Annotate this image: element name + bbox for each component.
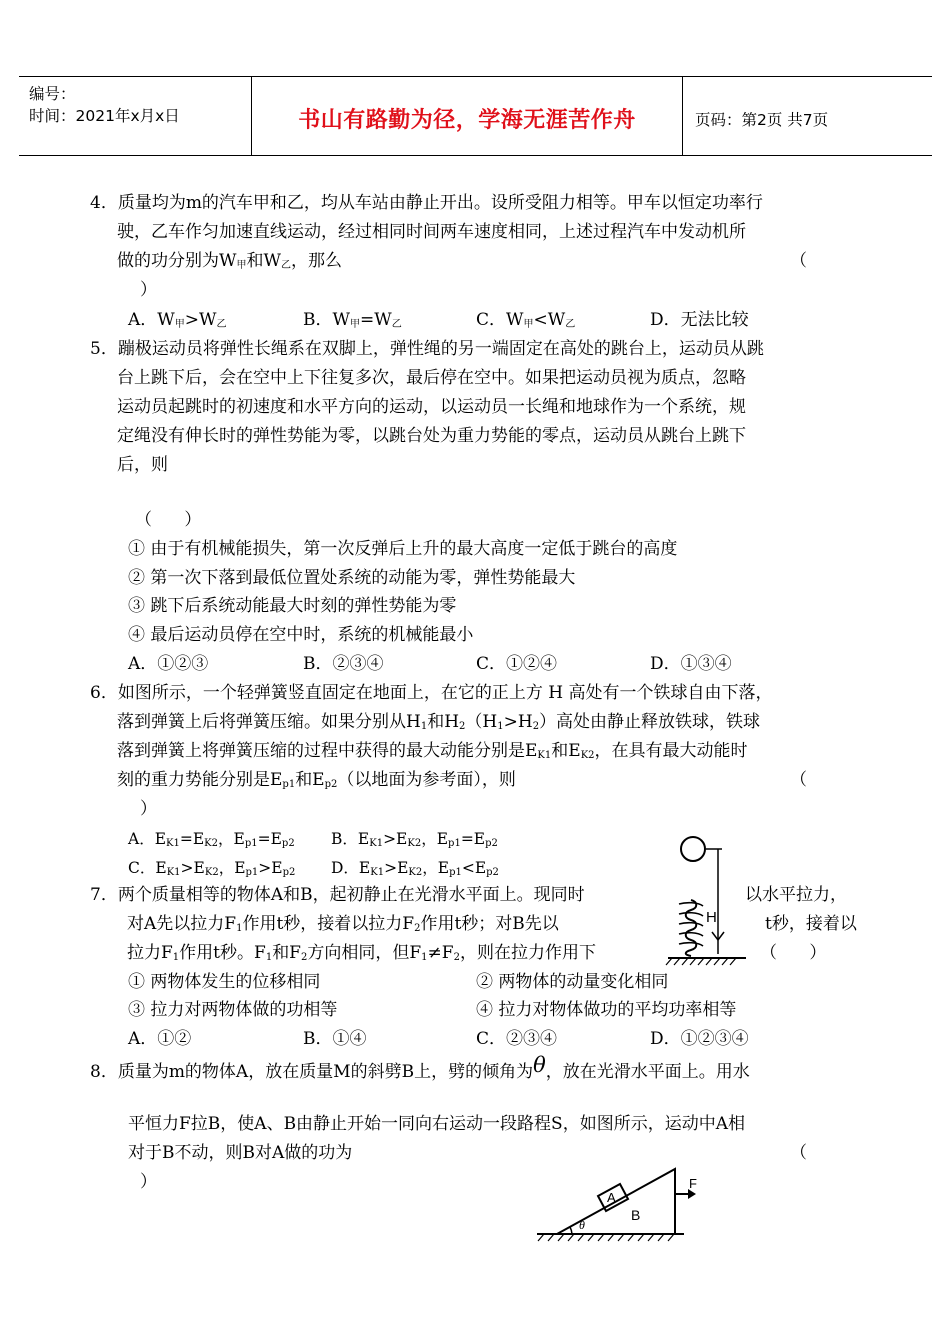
- q4-paren-open: （: [790, 251, 807, 271]
- q6-line1: 6．如图所示，一个轻弹簧竖直固定在地面上，在它的正上方 H 高处有一个铁球自由下落，: [90, 683, 773, 703]
- q4-option-c: C．$W_甲<W_乙$: [476, 310, 576, 330]
- serial-label: 编号：: [29, 85, 76, 103]
- q7-line2-right: t秒，接着以: [765, 914, 857, 934]
- q8-paren-close: ）: [140, 1172, 157, 1192]
- q8-line1-right: ，放在光滑水平面上。用水: [545, 1062, 750, 1082]
- q5-statement-4: ④ 最后运动员停在空中时，系统的机械能最小: [128, 625, 474, 645]
- q8-line1-left: 8．质量为m的物体A，放在质量M的斜劈B上，劈的倾角为: [90, 1062, 534, 1082]
- q6-line4: 刻的重力势能分别是$E_{p1}$和$E_{p2}$（以地面为参考面），则: [117, 770, 516, 790]
- q6-line2: 落到弹簧上后将弹簧压缩。如果分别从$H_1$和$H_2(H_1>H_2)$高处由静止释放铁球，铁球: [117, 712, 761, 732]
- q6-paren-open: （: [790, 770, 807, 790]
- page-number: 页码：第2页 共7页: [695, 111, 829, 129]
- q6-option-b: B．$E_{K1}>E_{K2}$，$E_{p1}=E_{p2}$: [331, 830, 498, 849]
- header-divider: [682, 77, 683, 155]
- q6-line3: 落到弹簧上将弹簧压缩的过程中获得的最大动能分别是$E_{K1}$和$E_{K2}$，在具有最大动能时: [117, 741, 748, 761]
- q7-statement-4: ④ 拉力对物体做功的平均功率相等: [476, 1000, 737, 1020]
- q7-option-b: B．①④: [303, 1029, 367, 1049]
- q6-option-d: D．$E_{K1}>E_{K2}$，$E_{p1}<E_{p2}$: [331, 859, 499, 878]
- q4-option-a: A．$W_甲>W_乙$: [128, 310, 227, 330]
- time-label: 时间：2021年x月x日: [29, 107, 180, 125]
- angle-label: θ: [579, 1218, 585, 1232]
- block-a-label: A: [607, 1190, 616, 1205]
- q8-paren-open: （: [790, 1143, 807, 1163]
- q6-paren-close: ）: [140, 799, 157, 819]
- height-label: H: [706, 909, 717, 926]
- q5-option-b: B．②③④: [303, 654, 384, 674]
- q5-line2: 台上跳下后，会在空中上下往复多次，最后停在空中。如果把运动员视为质点，忽略: [117, 368, 746, 388]
- wedge-b-label: B: [631, 1207, 641, 1223]
- q7-line3-left: 拉力$F_1$作用t秒。$F_1$和$F_2$方向相同，但$F_1\ne F_2$，则在拉力作用下: [127, 943, 596, 963]
- q4-line1: 4．质量均为m的汽车甲和乙，均从车站由静止开出。设所受阻力相等。甲车以恒定功率行: [90, 193, 763, 213]
- q7-line1-right: 以水平拉力，: [745, 885, 847, 905]
- q7-line3-right: （ ）: [760, 943, 827, 963]
- q4-line2: 驶，乙车作匀加速直线运动，经过相同时间两车速度相同，上述过程汽车中发动机所: [117, 222, 746, 242]
- q7-option-a: A．①②: [128, 1029, 192, 1049]
- q7-line2-left: 对A先以拉力$F_1$作用t秒，接着以拉力$F_2$作用t秒；对B先以: [127, 914, 559, 934]
- q8-line3: 对于B不动，则B对A做的功为: [128, 1143, 353, 1163]
- q8-line1: [90, 1053, 750, 1085]
- q4-option-d: D．无法比较: [650, 310, 749, 330]
- floor-hatch: [538, 1234, 674, 1241]
- header-left: [29, 83, 180, 127]
- wedge-figure: [532, 1162, 712, 1242]
- q5-statement-1: ① 由于有机械能损失，第一次反弹后上升的最大高度一定低于跳台的高度: [128, 539, 678, 559]
- q5-statement-3: ③ 跳下后系统动能最大时刻的弹性势能为零: [128, 596, 457, 616]
- q5-line5: 后，则: [117, 455, 168, 475]
- q4-paren-close: ）: [140, 280, 157, 300]
- q5-line1: 5．蹦极运动员将弹性长绳系在双脚上，弹性绳的另一端固定在高处的跳台上，运动员从跳: [90, 339, 764, 359]
- q5-line3: 运动员起跳时的初速度和水平方向的运动，以运动员一长绳和地球作为一个系统，规: [117, 397, 746, 417]
- q5-option-d: D．①③④: [650, 654, 732, 674]
- spring-ball-figure: [646, 832, 756, 974]
- q4-option-b: B．$W_甲=W_乙$: [303, 310, 402, 330]
- q8-line2: 平恒力F拉B，使A、B由静止开始一同向右运动一段路程S，如图所示，运动中A相: [128, 1114, 745, 1134]
- angle-arc: [570, 1227, 572, 1234]
- q7-statement-1: ① 两物体发生的位移相同: [128, 972, 321, 992]
- q5-option-c: C．①②④: [476, 654, 558, 674]
- q5-line4: 定绳没有伸长时的弹性势能为零，以跳台处为重力势能的零点，运动员从跳台上跳下: [117, 426, 746, 446]
- q5-option-a: A．①②③: [128, 654, 209, 674]
- q4-line3: 做的功分别为$W_甲$和$W_乙$，那么: [117, 251, 342, 271]
- page-header: [19, 76, 932, 156]
- q6-option-c: C．$E_{K1}>E_{K2}$，$E_{p1}>E_{p2}$: [128, 859, 296, 878]
- q5-paren: （ ）: [135, 510, 202, 530]
- q7-statement-2: ② 两物体的动量变化相同: [476, 972, 669, 992]
- q7-statement-3: ③ 拉力对两物体做的功相等: [128, 1000, 338, 1020]
- q5-statement-2: ② 第一次下落到最低位置处系统的动能为零，弹性势能最大: [128, 568, 576, 588]
- header-motto: 书山有路勤为径，学海无涯苦作舟: [298, 108, 636, 133]
- q7-option-d: D．①②③④: [650, 1029, 749, 1049]
- q6-option-a: A．$E_{K1}=E_{K2}$，$E_{p1}=E_{p2}$: [128, 830, 295, 849]
- wedge-b: [557, 1169, 675, 1234]
- q7-option-c: C．②③④: [476, 1029, 558, 1049]
- q7-line1-left: 7．两个质量相等的物体A和B，起初静止在光滑水平面上。现同时: [90, 885, 585, 905]
- theta-symbol: θ: [533, 1053, 546, 1077]
- force-label: F: [689, 1176, 697, 1191]
